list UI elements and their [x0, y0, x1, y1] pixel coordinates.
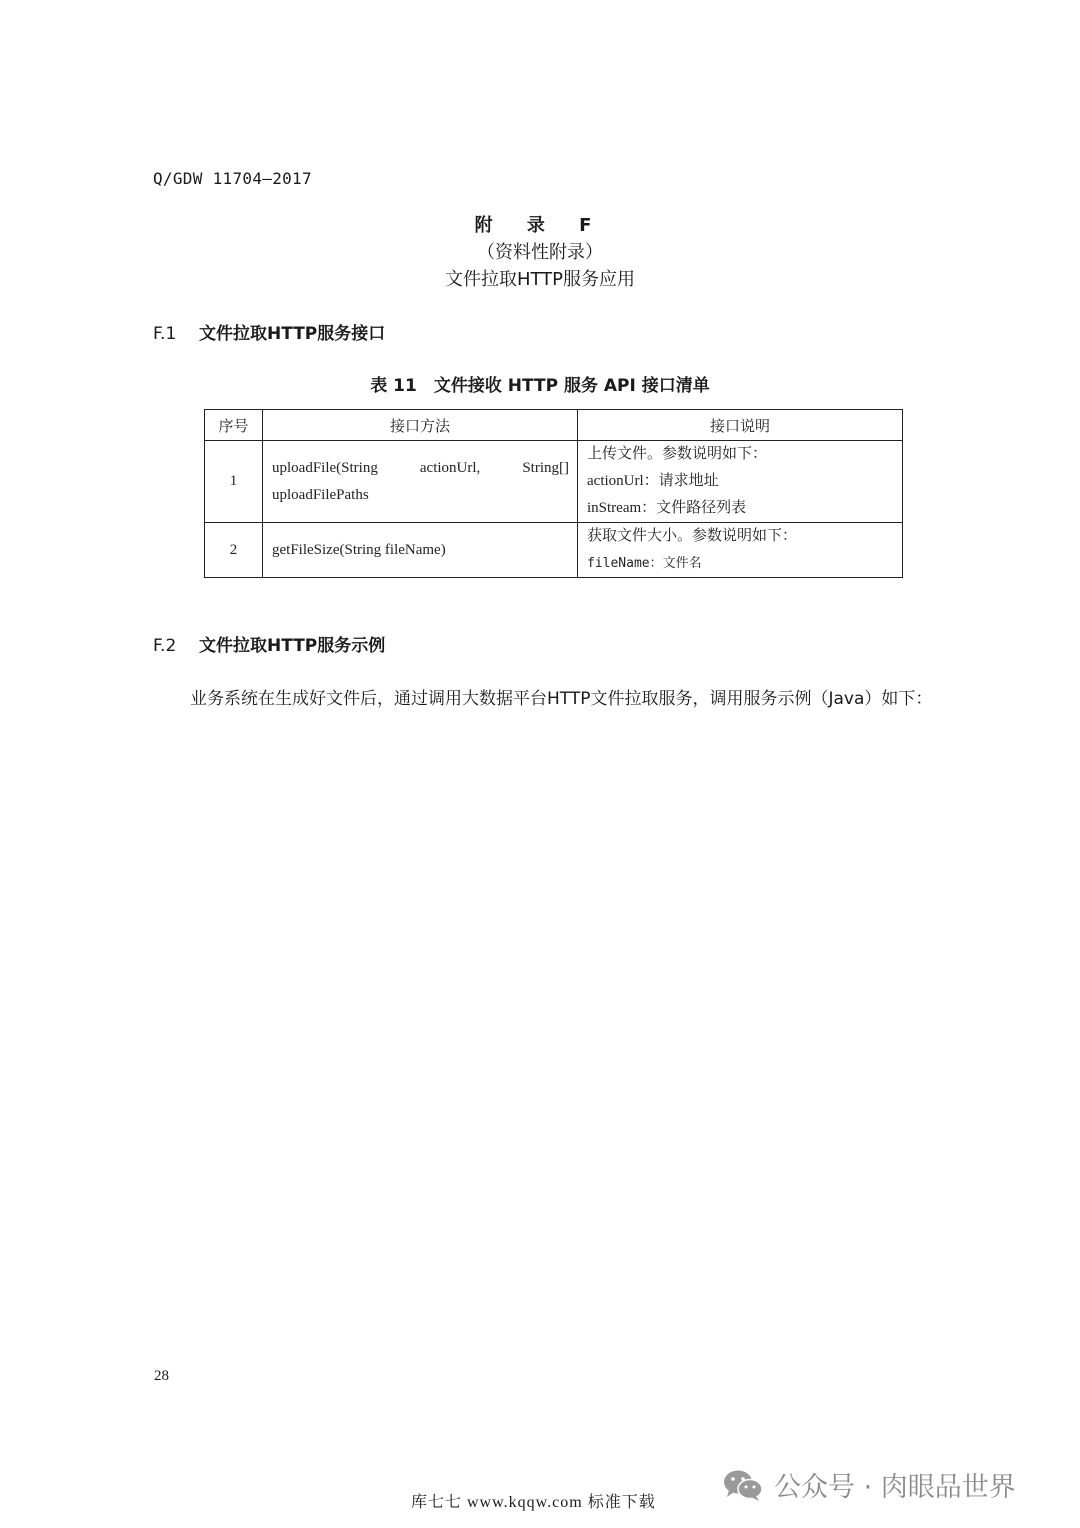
- desc-line: fileName：文件名: [587, 556, 702, 571]
- row-number: 1: [205, 441, 263, 523]
- appendix-subtitle: （资料性附录）: [477, 242, 603, 263]
- desc-line: 上传文件。参数说明如下：: [587, 446, 768, 462]
- section-title: 文件拉取HTTP服务示例: [199, 636, 386, 656]
- method-token: uploadFilePaths: [272, 486, 369, 503]
- section-number: F.1: [153, 324, 177, 344]
- wechat-icon: [722, 1468, 764, 1502]
- section-number: F.2: [153, 636, 177, 656]
- header-method: 接口方法: [263, 410, 578, 441]
- table-row: [205, 441, 903, 523]
- method-token: actionUrl,: [419, 459, 481, 476]
- body-paragraph: 业务系统在生成好文件后，通过调用大数据平台HTTP文件拉取服务，调用服务示例（Java）如下：: [190, 689, 933, 709]
- desc-line: inStream：文件路径列表: [587, 500, 747, 516]
- table-row: [205, 523, 903, 578]
- header-no: 序号: [205, 410, 263, 441]
- row-method: [263, 441, 578, 523]
- method-token: uploadFile(String: [272, 459, 378, 476]
- watermark-text: 公众号 · 肉眼品世界: [774, 1472, 1016, 1503]
- row-description: [578, 523, 903, 578]
- watermark: [722, 1465, 1016, 1504]
- appendix-title: 附 录 F: [474, 215, 606, 236]
- row-method: getFileSize(String fileName): [263, 523, 578, 578]
- method-token: String[]: [522, 459, 569, 476]
- table-caption: 表 11 文件接收 HTTP 服务 API 接口清单: [370, 376, 710, 396]
- footer-text: 库七七 www.kqqw.com 标准下载: [411, 1494, 656, 1511]
- row-number: 2: [205, 523, 263, 578]
- api-table: [204, 409, 903, 578]
- section-heading-f1: [153, 319, 385, 344]
- header-desc: 接口说明: [578, 410, 903, 441]
- page-number: 28: [154, 1368, 169, 1384]
- appendix-name: 文件拉取HTTP服务应用: [444, 269, 636, 290]
- desc-line: actionUrl：请求地址: [587, 473, 719, 489]
- desc-line: 获取文件大小。参数说明如下：: [587, 528, 798, 544]
- section-heading-f2: [153, 631, 385, 656]
- document-id: Q/GDW 11704—2017: [153, 169, 312, 188]
- row-description: [578, 441, 903, 523]
- section-title: 文件拉取HTTP服务接口: [199, 324, 386, 344]
- table-header-row: [205, 410, 903, 441]
